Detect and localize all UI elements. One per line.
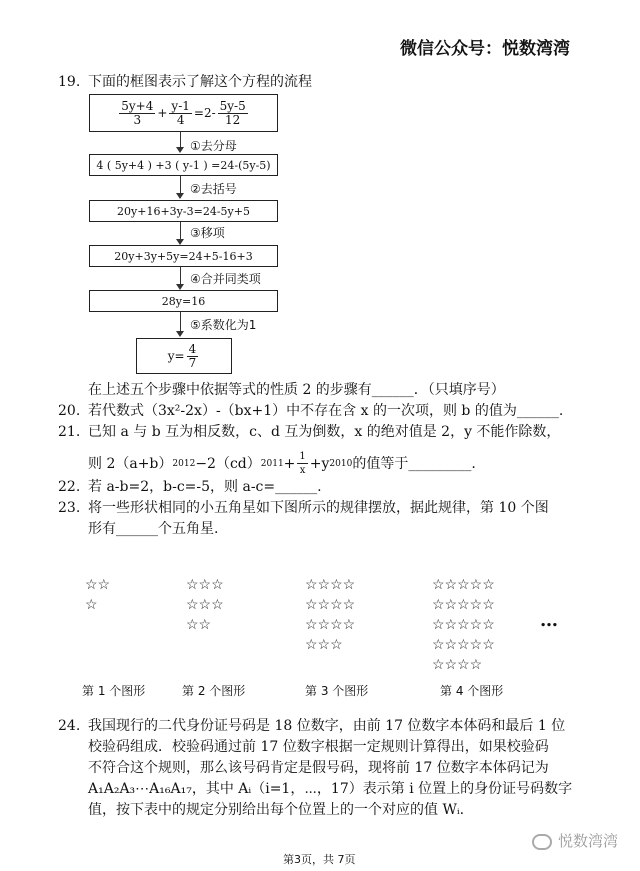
wechat-icon: [532, 834, 552, 850]
star-figure-3: [305, 575, 355, 655]
star-row: ☆☆☆: [186, 577, 224, 593]
flow-arrow-5: [180, 312, 181, 332]
star-caption-3: 第 3 个图形: [305, 684, 369, 698]
star-row: ☆: [85, 597, 98, 613]
q22-number: 22.: [58, 479, 81, 495]
q21-frac-num: 1: [299, 451, 306, 462]
q24-line-1: 我国现行的二代身份证号码是 18 位数字，由前 17 位数字本体码和最后 1 位: [88, 718, 566, 734]
step-label-3: ③移项: [190, 226, 225, 240]
flow-box-2: 20y+16+3y-3=24-5y+5: [89, 200, 278, 222]
q21-part-e: 的值等于_________.: [352, 455, 476, 472]
q21-exp-2: 2011: [260, 458, 284, 469]
star-row: ☆☆: [85, 577, 111, 593]
frac-1-den: 3: [133, 112, 142, 127]
flow-arrowhead-1: [176, 147, 184, 153]
frac-1-num: 5y+4: [121, 98, 154, 113]
flow-box-equation: [89, 94, 278, 132]
result-num: 4: [188, 341, 197, 356]
star-row: ☆☆☆☆☆: [432, 577, 495, 593]
q21-part-c: +: [283, 455, 296, 472]
flow-box-1: 4 ( 5y+4 ) +3 ( y-1 ) =24-(5y-5): [89, 154, 278, 176]
flow-arrow-4: [180, 267, 181, 285]
flow-arrowhead-2: [176, 193, 184, 199]
star-row: ☆☆☆☆: [432, 657, 483, 673]
q20-number: 20.: [58, 403, 81, 419]
star-row: ☆☆☆☆☆: [432, 597, 495, 613]
star-row: ☆☆☆☆: [305, 617, 356, 633]
plus-sign: +: [157, 106, 168, 120]
flow-box-4: 28y=16: [89, 290, 278, 312]
star-row: ☆☆☆☆: [305, 597, 356, 613]
q21-frac-den: x: [299, 465, 306, 476]
q22-text: 若 a-b=2，b-c=-5，则 a-c=______.: [88, 479, 322, 495]
frac-3-num: 5y-5: [219, 98, 246, 113]
flow-box-3: 20y+3y+5y=24+5-16+3: [89, 245, 278, 267]
page-number: 第3页，共 7页: [283, 853, 356, 866]
step-label-4: ④合并同类项: [190, 272, 261, 286]
q21-line2: [88, 450, 476, 477]
watermark-text: 悦数湾湾: [557, 832, 618, 850]
star-row: ☆☆☆: [305, 637, 343, 653]
q19-prompt: 下面的框图表示了解这个方程的流程: [88, 74, 312, 90]
star-row: ☆☆☆☆☆: [432, 617, 495, 633]
frac-2-den: 4: [176, 112, 185, 127]
equals-two-minus: =2-: [193, 106, 216, 120]
q21-number: 21.: [58, 424, 81, 440]
q23-line1: 将一些形状相同的小五角星如下图所示的规律摆放，据此规律，第 10 个图: [88, 500, 549, 516]
q24-line-5: 值，按下表中的规定分别给出每个位置上的一个对应的值 Wᵢ.: [88, 802, 465, 818]
star-row: ☆☆☆☆☆: [432, 637, 495, 653]
q21-line1: 已知 a 与 b 互为相反数，c、d 互为倒数，x 的绝对值是 2，y 不能作除数，: [88, 424, 561, 440]
q19-number: 19.: [58, 74, 81, 90]
star-caption-2: 第 2 个图形: [182, 684, 246, 698]
star-figure-2: [186, 575, 224, 635]
flow-arrow-3: [180, 222, 181, 240]
star-row: ☆☆☆: [186, 597, 224, 613]
q23-number: 23.: [58, 500, 81, 516]
q24-line-4: A₁A₂A₃⋯A₁₆A₁₇，其中 Aᵢ（i=1，⋯，17）表示第 i 位置上的身份证号码数字: [88, 781, 573, 797]
star-row: ☆☆: [186, 617, 212, 633]
q19-question: 在上述五个步骤中依据等式的性质 2 的步骤有______．（只填序号）: [88, 382, 505, 398]
q21-exp-3: 2010: [329, 458, 353, 469]
result-den: 7: [188, 355, 197, 370]
step-label-2: ②去括号: [190, 182, 237, 196]
q24-line-3: 不符合这个规则，那么该号码肯定是假号码，现将前 17 位数字本体码记为: [88, 760, 549, 776]
step-label-1: ①去分母: [190, 139, 237, 153]
frac-3: [218, 100, 248, 127]
flow-arrowhead-5: [176, 331, 184, 337]
q21-frac: [297, 450, 307, 477]
star-figure-1: [85, 575, 110, 615]
result-frac: [187, 343, 199, 370]
frac-2-num: y-1: [171, 98, 190, 113]
frac-3-den: 12: [225, 112, 241, 127]
star-caption-1: 第 1 个图形: [82, 684, 146, 698]
watermark: [532, 830, 618, 851]
q20-text: 若代数式（3x²-2x）-（bx+1）中不存在含 x 的一次项，则 b 的值为______.: [88, 403, 564, 419]
star-row: ☆☆☆☆: [305, 577, 356, 593]
frac-2: [169, 100, 191, 127]
q21-part-d: +y: [309, 455, 330, 472]
flow-box-5: [136, 338, 232, 374]
star-figure-4: [432, 575, 495, 675]
header-title: 微信公众号：悦数湾湾: [400, 39, 570, 59]
frac-1: [119, 100, 155, 127]
star-ellipsis: …: [540, 610, 558, 631]
q24-number: 24.: [58, 718, 81, 734]
result-prefix: y=: [167, 349, 185, 363]
step-label-5: ⑤系数化为1: [190, 318, 257, 332]
q21-exp-1: 2012: [172, 458, 196, 469]
q24-line-2: 校验码组成．校验码通过前 17 位数字根据一定规则计算得出，如果校验码: [88, 739, 549, 755]
q23-line2: 形有______个五角星.: [88, 521, 219, 537]
q21-part-a: 则 2（a+b）: [88, 455, 173, 472]
flow-arrow-2: [180, 176, 181, 194]
q21-part-b: −2（cd）: [195, 455, 261, 472]
star-caption-4: 第 4 个图形: [440, 684, 504, 698]
